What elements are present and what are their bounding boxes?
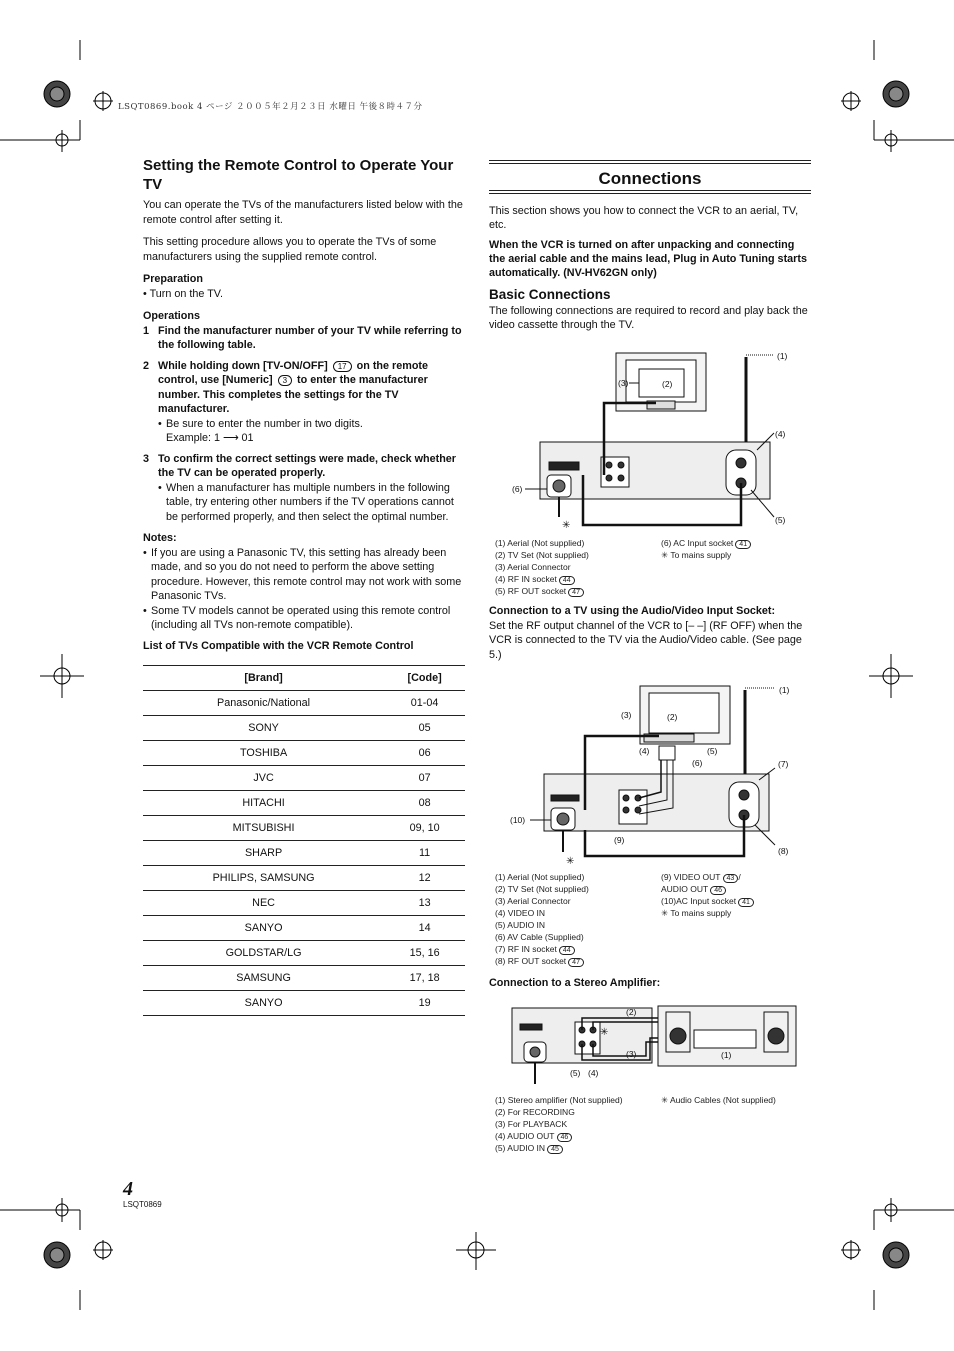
callout-label: (5) bbox=[707, 746, 718, 756]
tv-brand-code-table bbox=[143, 665, 465, 1016]
step-number: 1 bbox=[143, 324, 150, 337]
legend-item: AUDIO OUT 46 bbox=[661, 883, 754, 895]
callout-label: (8) bbox=[778, 846, 789, 856]
callout-label: (9) bbox=[614, 835, 625, 845]
step-3-note: • When a manufacturer has multiple numbers in the following table, try entering other numbers if the TV operations cannot be performed properly, and then select the optimal number. bbox=[158, 481, 454, 523]
note-item: • If you are using a Panasonic TV, this setting has already been made, and so you do not need to perform the above setting procedure. However, this remote control may not work with some Panasonic TVs. bbox=[143, 546, 462, 602]
callout-label: (3) bbox=[621, 710, 632, 720]
intro-paragraph-1: You can operate the TVs of the manufacturers listed below with the remote control after setting it. bbox=[143, 199, 463, 226]
callout-label: (1) bbox=[779, 685, 790, 695]
step-text: Find the manufacturer number of your TV while referring to the following table. bbox=[158, 324, 462, 351]
legend-item: (10)AC Input socket 41 bbox=[661, 895, 754, 907]
av-connection-block bbox=[489, 604, 811, 662]
callout-label: (1) bbox=[777, 351, 788, 361]
callout-label: (6) bbox=[692, 758, 703, 768]
callout-label: (2) bbox=[626, 1007, 637, 1017]
auto-tuning-note: When the VCR is turned on after unpacking and connecting the aerial cable and the mains lead, Plug in Auto Tuning starts automatically. (NV-HV62GN only) bbox=[489, 239, 807, 279]
preparation-item: • Turn on the TV. bbox=[143, 287, 224, 300]
table-row: SANYO 14 bbox=[143, 916, 465, 941]
legend-item: ✳ To mains supply bbox=[661, 908, 732, 918]
page-number: 4 bbox=[123, 1178, 133, 1200]
callout-label: (7) bbox=[778, 759, 789, 769]
title-rule-bottom bbox=[489, 190, 811, 194]
callout-label: (5) bbox=[570, 1068, 581, 1078]
legend-item: (1) Stereo amplifier (Not supplied) bbox=[495, 1095, 623, 1105]
step-2-note: • Be sure to enter the number in two digits. bbox=[158, 417, 363, 430]
legend-basic bbox=[495, 537, 805, 597]
legend-item: (1) Aerial (Not supplied) bbox=[495, 538, 585, 548]
table-row: Panasonic/National 01-04 bbox=[143, 691, 465, 716]
table-row: PHILIPS, SAMSUNG 12 bbox=[143, 866, 465, 891]
legend-item: (1) Aerial (Not supplied) bbox=[495, 872, 585, 882]
legend-item: (6) AV Cable (Supplied) bbox=[495, 932, 584, 942]
callout-label: (3) bbox=[618, 378, 629, 388]
callout-label: (5) bbox=[775, 515, 786, 525]
note-item: • Some TV models cannot be operated using this remote control (including all TVs non-remote compatible). bbox=[143, 604, 451, 631]
preparation-heading: Preparation bbox=[143, 273, 203, 285]
legend-item: (9) VIDEO OUT 43 / bbox=[661, 872, 741, 882]
av-connection-heading: Connection to a TV using the Audio/Video Input Socket: bbox=[489, 605, 776, 617]
amplifier-connection-diagram bbox=[510, 1000, 800, 1090]
table-row: HITACHI 08 bbox=[143, 791, 465, 816]
callout-label: (6) bbox=[512, 484, 523, 494]
connections-intro: This section shows you how to connect the VCR to an aerial, TV, etc. bbox=[489, 205, 799, 231]
table-row: SHARP 11 bbox=[143, 841, 465, 866]
legend-item: (2) TV Set (Not supplied) bbox=[495, 550, 589, 560]
av-connection-diagram bbox=[489, 680, 811, 870]
table-row: GOLDSTAR/LG 15, 16 bbox=[143, 941, 465, 966]
file-stamp: LSQT0869.book 4 ページ ２００５年２月２３日 水曜日 午後８時４７分 bbox=[118, 102, 423, 112]
remote-setup-section bbox=[143, 156, 465, 1016]
table-heading: List of TVs Compatible with the VCR Remote Control bbox=[143, 639, 414, 652]
legend-item: (3) Aerial Connector bbox=[495, 896, 571, 906]
table-row: JVC 07 bbox=[143, 766, 465, 791]
legend-item: (2) For RECORDING bbox=[495, 1107, 575, 1117]
legend-item: (4) AUDIO OUT 46 bbox=[495, 1130, 623, 1142]
legend-item: (2) TV Set (Not supplied) bbox=[495, 884, 589, 894]
legend-item: (6) AC Input socket 41 bbox=[661, 537, 751, 549]
step-text: While holding down [TV-ON/OFF] 17 on the remote control, use [Numeric] 3 to enter the manufacturer number. This completes the settings for the TV manufacturer. bbox=[158, 359, 429, 415]
callout-label: (1) bbox=[721, 1050, 732, 1060]
section-title: Setting the Remote Control to Operate Your TV bbox=[143, 157, 454, 193]
callout-label: (4) bbox=[639, 746, 650, 756]
basic-connections-heading: Basic Connections bbox=[489, 287, 611, 302]
svg-text:✳: ✳ bbox=[600, 1027, 609, 1038]
key-ref-badge: 17 bbox=[333, 361, 352, 372]
table-row: NEC 13 bbox=[143, 891, 465, 916]
legend-item: (5) RF OUT socket 47 bbox=[495, 585, 589, 597]
callout-label: (3) bbox=[626, 1049, 637, 1059]
callout-label: (10) bbox=[510, 815, 526, 825]
step-text: To confirm the correct settings were made, check whether the TV can be operated properly. bbox=[158, 452, 457, 479]
table-row: SANYO 19 bbox=[143, 991, 465, 1016]
legend-item: ✳ To mains supply bbox=[661, 550, 732, 560]
basic-connection-diagram bbox=[489, 345, 811, 535]
legend-amplifier bbox=[495, 1094, 805, 1154]
table-row: SONY 05 bbox=[143, 716, 465, 741]
svg-text:✳: ✳ bbox=[566, 856, 575, 867]
legend-item: (4) RF IN socket 44 bbox=[495, 573, 589, 585]
callout-label: (4) bbox=[775, 429, 786, 439]
basic-connections-text: The following connections are required to record and play back the video cassette through the TV. bbox=[489, 305, 808, 331]
amplifier-heading: Connection to a Stereo Amplifier: bbox=[489, 977, 661, 989]
legend-item: (7) RF IN socket 44 bbox=[495, 943, 589, 955]
callout-label: (4) bbox=[588, 1068, 599, 1078]
step-1 bbox=[143, 324, 465, 353]
step-number: 3 bbox=[143, 452, 150, 465]
table-row: MITSUBISHI 09, 10 bbox=[143, 816, 465, 841]
connections-title: Connections bbox=[598, 169, 702, 188]
table-header-row bbox=[143, 666, 465, 691]
legend-item: (4) VIDEO IN bbox=[495, 908, 546, 918]
table-row: SAMSUNG 17, 18 bbox=[143, 966, 465, 991]
intro-paragraph-2: This setting procedure allows you to operate the TVs of some manufacturers using the supplied remote control. bbox=[143, 236, 437, 263]
legend-item: ✳ Audio Cables (Not supplied) bbox=[661, 1095, 776, 1105]
legend-item: (3) Aerial Connector bbox=[495, 562, 571, 572]
legend-av bbox=[495, 871, 805, 967]
step-3 bbox=[143, 452, 465, 481]
legend-item: (8) RF OUT socket 47 bbox=[495, 955, 589, 967]
step-number: 2 bbox=[143, 359, 150, 372]
operations-heading: Operations bbox=[143, 310, 200, 322]
column-header: [Code] bbox=[384, 666, 465, 691]
table-row: TOSHIBA 06 bbox=[143, 741, 465, 766]
legend-item: (5) AUDIO IN bbox=[495, 920, 546, 930]
notes-heading: Notes: bbox=[143, 532, 177, 544]
key-ref-badge: 3 bbox=[278, 375, 292, 386]
step-2-example: Example: 1 ⟶ 01 bbox=[166, 432, 254, 444]
step-2 bbox=[143, 359, 465, 417]
legend-item: (3) For PLAYBACK bbox=[495, 1119, 568, 1129]
connections-section bbox=[489, 160, 811, 338]
callout-label: (2) bbox=[667, 712, 678, 722]
column-header: [Brand] bbox=[143, 666, 384, 691]
av-connection-text: Set the RF output channel of the VCR to [– –] (RF OFF) when the VCR is connected to the TV via the Audio/Video cable. (See page 5.) bbox=[489, 619, 803, 661]
callout-label: (2) bbox=[662, 379, 673, 389]
legend-item: (5) AUDIO IN 45 bbox=[495, 1142, 623, 1154]
svg-text:✳: ✳ bbox=[562, 520, 571, 531]
document-code: LSQT0869 bbox=[123, 1200, 162, 1209]
